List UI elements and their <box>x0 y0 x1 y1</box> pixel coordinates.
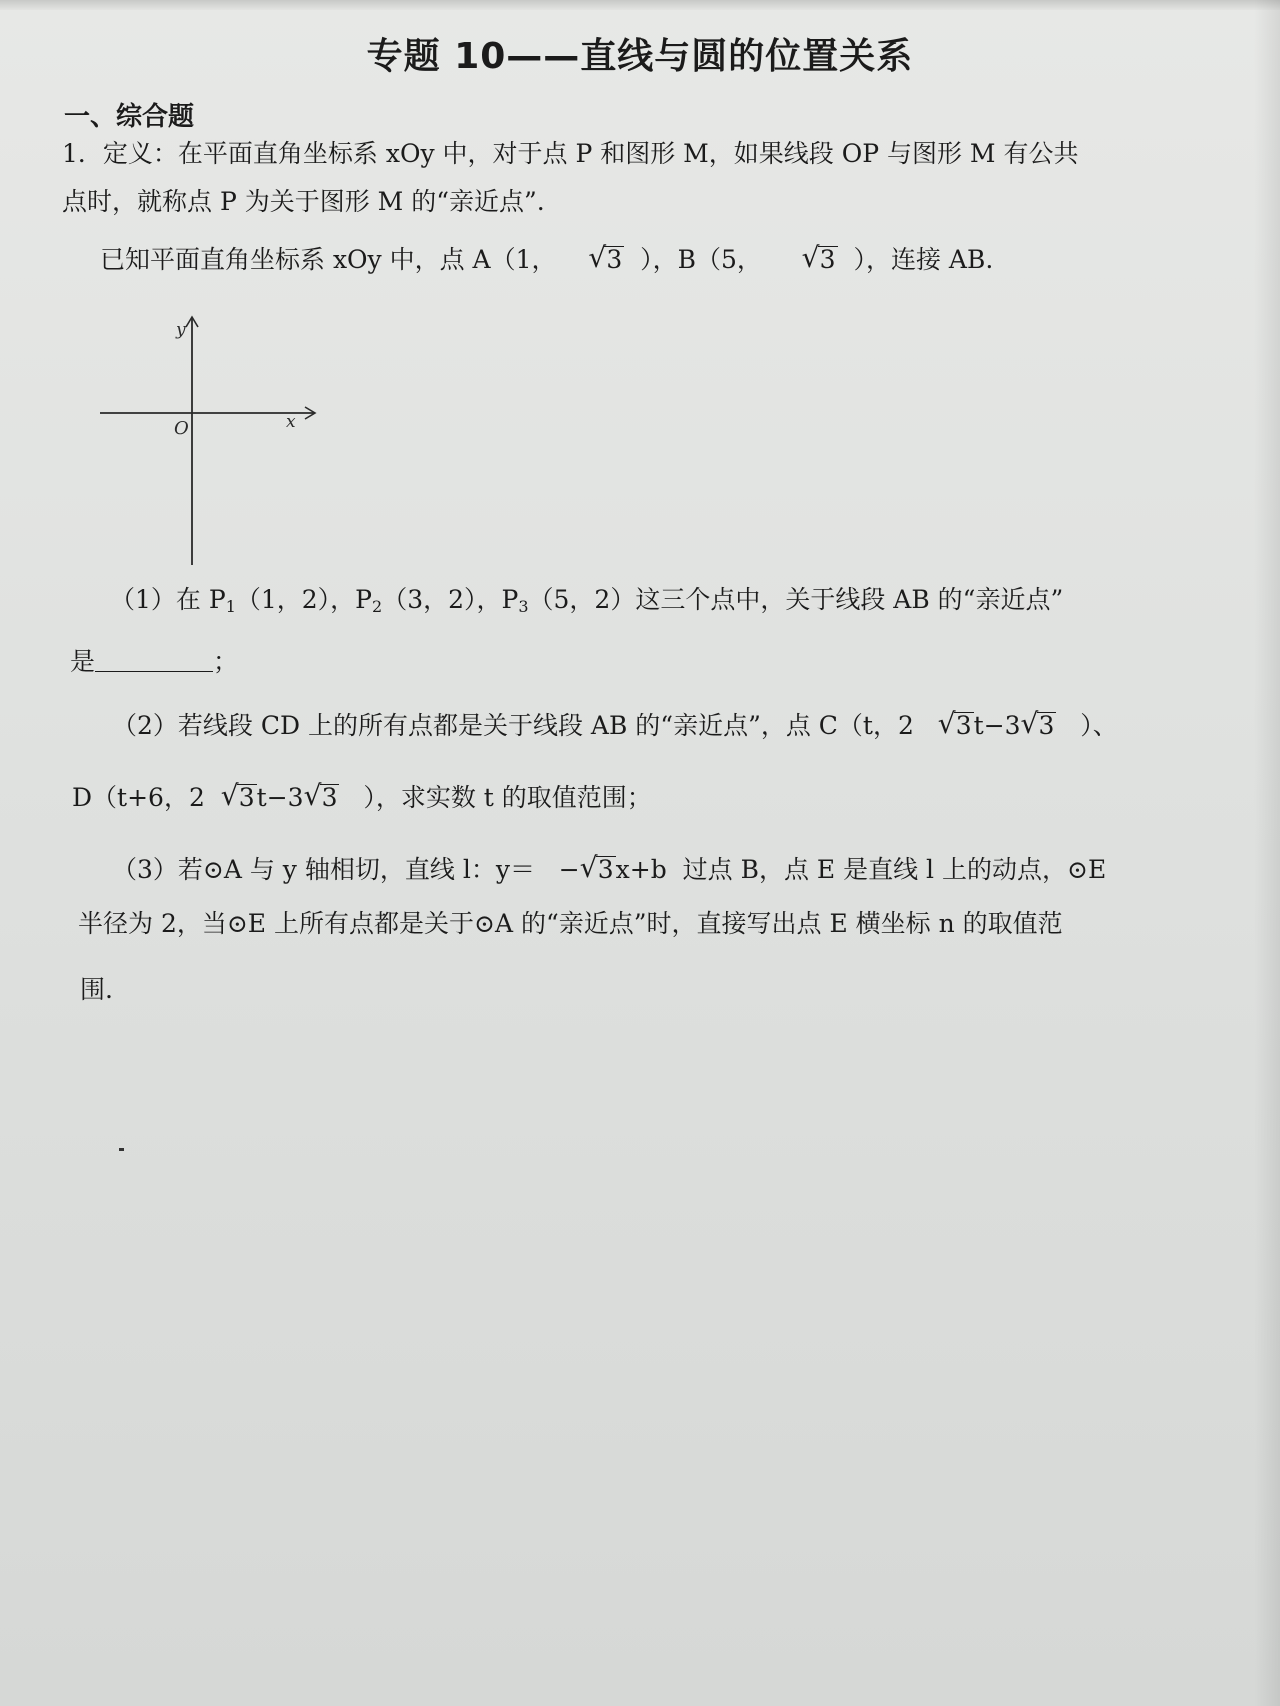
page-edge-shadow <box>1254 0 1280 1706</box>
question-1-line-1: （1）在 $P_1(1$，2），$P_2(3$，2），$P_3(5$，2）这三个点中，关于线段 AB 的“亲近点” <box>110 585 1064 616</box>
section-heading: 一、综合题 <box>64 102 195 132</box>
sqrt-3-a: √ 3 <box>590 244 624 276</box>
question-3-line-2: 半径为 2，当⊙E 上所有点都是关于⊙A 的“亲近点”时，直接写出点 E 横坐标 n 的取值范 <box>78 909 1063 938</box>
page-top-edge <box>0 0 1280 10</box>
x-axis-label: x <box>286 412 296 432</box>
sqrt-3-d: √ 3 <box>306 782 340 814</box>
paper-speck <box>119 1148 124 1151</box>
y-axis-label: y <box>176 320 186 340</box>
sqrt-3-t-d: √ 3 <box>223 782 257 814</box>
sqrt-3-t-c: √ 3 <box>940 710 974 742</box>
sqrt-3-b: √ 3 <box>804 244 838 276</box>
given-points-line <box>100 244 993 276</box>
question-3-line-3: 围. <box>80 975 113 1004</box>
sqrt-3-c: √ 3 <box>1023 710 1057 742</box>
given-text-c: ），连接 AB. <box>853 245 994 274</box>
sqrt-3-slope: √ 3 <box>582 854 616 886</box>
question-2-line-2: D（t+6，2 √ 3t−3√ 3 ），求实数 t 的取值范围； <box>72 782 652 814</box>
given-text-b: ），B（5， <box>640 245 762 274</box>
page-title: 专题 10——直线与圆的位置关系 <box>366 36 914 77</box>
question-2-line-1: （2）若线段 CD 上的所有点都是关于线段 AB 的“亲近点”，点 C（t，2 √ 3t−3√ 3 ）、 <box>112 710 1118 742</box>
question-3-line-1: （3）若⊙A 与 y 轴相切，直线 l：y＝ −√ 3x+b 过点 B，点 E 是直线 l 上的动点，⊙E <box>112 854 1106 886</box>
given-text-a: 已知平面直角坐标系 xOy 中，点 A（1， <box>100 245 557 274</box>
problem-intro-line-1: 1．定义：在平面直角坐标系 xOy 中，对于点 P 和图形 M，如果线段 OP 与图形 M 有公共 <box>62 139 1079 168</box>
answer-blank <box>95 649 213 672</box>
coordinate-axes-figure <box>100 315 320 575</box>
problem-intro-line-2: 点时，就称点 P 为关于图形 M 的“亲近点”. <box>62 187 545 216</box>
question-1-line-2: 是 ； <box>70 647 239 676</box>
origin-label: O <box>174 418 189 439</box>
